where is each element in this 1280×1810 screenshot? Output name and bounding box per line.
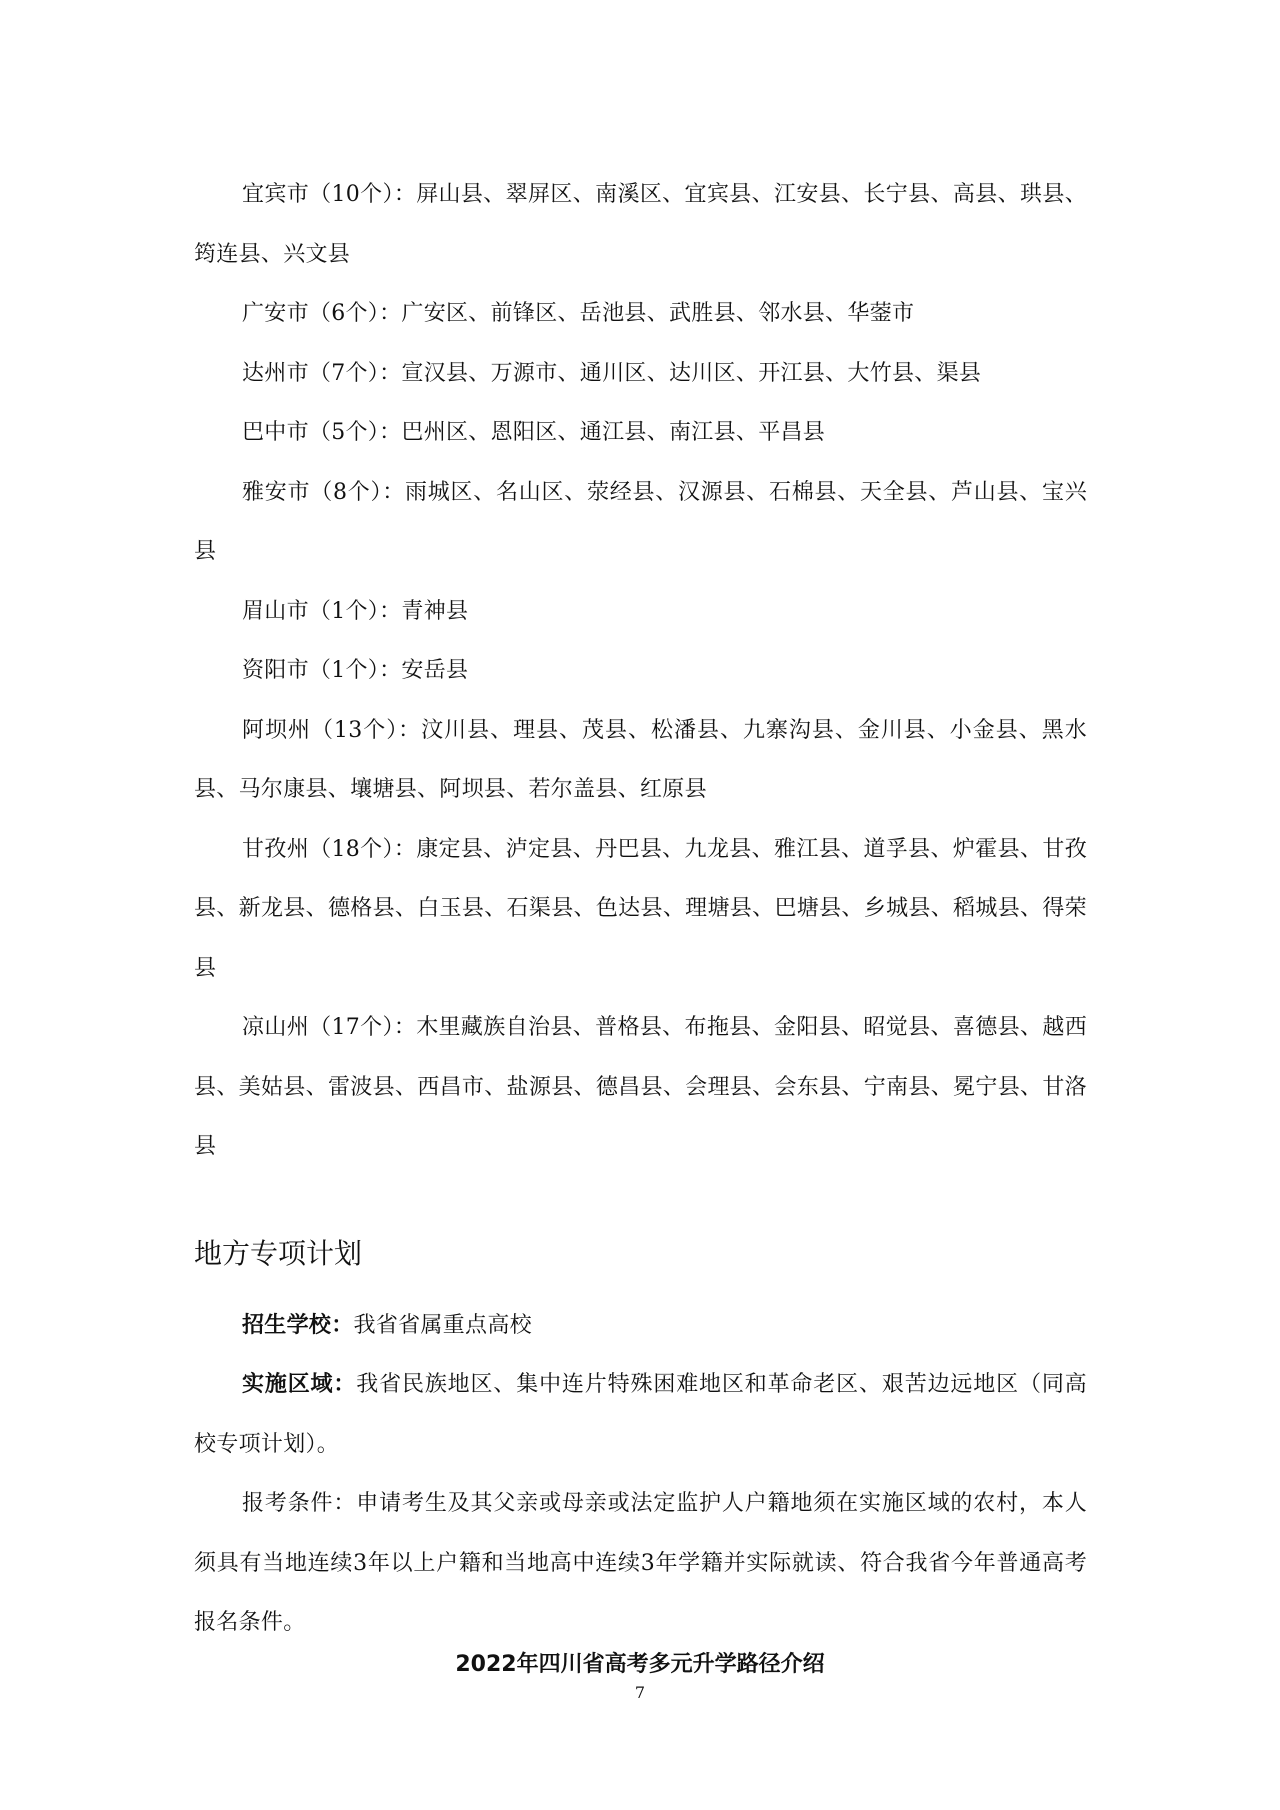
region-label: 实施区域： [242,1371,357,1397]
county-list-yibin: 宜宾市（10个）：屏山县、翠屏区、南溪区、宜宾县、江安县、长宁县、高县、珙县、筠连县、兴文县 [194,182,1087,267]
county-list-yaan: 雅安市（8个）：雨城区、名山区、荥经县、汉源县、石棉县、天全县、芦山县、宝兴县 [194,479,1087,564]
schools-text: 我省省属重点高校 [353,1312,532,1338]
schools-paragraph [194,1296,1087,1356]
region-paragraph [194,1355,1087,1474]
section-heading: 地方专项计划 [194,1236,363,1270]
county-list-liangshan: 凉山州（17个）：木里藏族自治县、普格县、布拖县、金阳县、昭觉县、喜德县、越西县、美姑县、雷波县、西昌市、盐源县、德昌县、会理县、会东县、宁南县、冕宁县、甘洛县 [194,1015,1087,1159]
footer-title: 2022年四川省高考多元升学路径介绍 [455,1652,825,1677]
county-list-aba: 阿坝州（13个）：汶川县、理县、茂县、松潘县、九寨沟县、金川县、小金县、黑水县、马尔康县、壤塘县、阿坝县、若尔盖县、红原县 [194,717,1087,802]
schools-label: 招生学校： [242,1311,354,1338]
region-text: 我省民族地区、集中连片特殊困难地区和革命老区、艰苦边远地区（同高校专项计划）。 [194,1372,1087,1457]
conditions-paragraph: 报考条件：申请考生及其父亲或母亲或法定监护人户籍地须在实施区域的农村，本人须具有当地连续3年以上户籍和当地高中连续3年学籍并实际就读、符合我省今年普通高考报名条件。 [194,1491,1087,1635]
county-list-meishan: 眉山市（1个）：青神县 [242,598,469,624]
page-content [194,165,1087,1653]
county-list-ziyang: 资阳市（1个）：安岳县 [242,658,469,683]
page-number: 7 [634,1683,646,1702]
county-list-bazhong: 巴中市（5个）：巴州区、恩阳区、通江县、南江县、平昌县 [242,420,826,445]
county-list-dazhou: 达州市（7个）：宣汉县、万源市、通川区、达川区、开江县、大竹县、渠县 [242,360,982,386]
county-list-ganzi: 甘孜州（18个）：康定县、泸定县、丹巴县、九龙县、雅江县、道孚县、炉霍县、甘孜县、新龙县、德格县、白玉县、石渠县、色达县、理塘县、巴塘县、乡城县、稻城县、得荣县 [194,836,1087,981]
county-list-guangan: 广安市（6个）：广安区、前锋区、岳池县、武胜县、邻水县、华蓥市 [242,301,915,326]
